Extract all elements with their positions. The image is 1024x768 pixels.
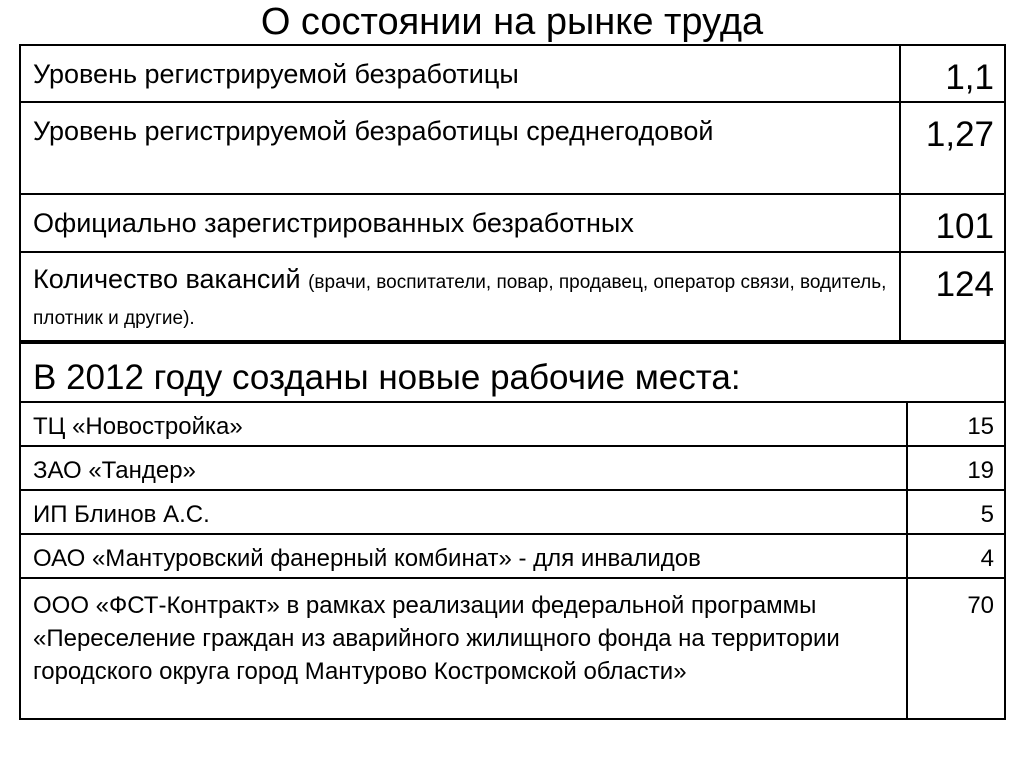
table-row: [20, 446, 1005, 490]
employer-label: ТЦ «Новостройка»: [20, 402, 907, 446]
indicator-label: Уровень регистрируемой безработицы среднегодовой: [20, 102, 900, 194]
indicator-value: 1,27: [900, 102, 1005, 194]
jobs-count: 70: [907, 578, 1005, 719]
indicator-label-cell: [20, 252, 900, 341]
table-row: [20, 45, 1005, 102]
table-row: [20, 194, 1005, 252]
indicator-label: Уровень регистрируемой безработицы: [20, 45, 900, 102]
page-title: О состоянии на рынке труда: [260, 1, 764, 43]
indicator-label: Количество вакансий: [33, 264, 301, 294]
table-row: [20, 578, 1005, 719]
employer-label: ООО «ФСТ-Контракт» в рамках реализации федеральной программы «Переселение граждан из аварийного жилищного фонда на территории городского округа город Мантурово Костромской области»: [20, 578, 907, 719]
employer-label: ОАО «Мантуровский фанерный комбинат» - для инвалидов: [20, 534, 907, 578]
employer-label: ЗАО «Тандер»: [20, 446, 907, 490]
indicator-value: 101: [900, 194, 1005, 252]
new-jobs-table: [19, 342, 1006, 720]
table-row: [20, 490, 1005, 534]
employer-label: ИП Блинов А.С.: [20, 490, 907, 534]
indicator-value: 1,1: [900, 45, 1005, 102]
labor-market-indicators-table: [19, 44, 1006, 342]
table-header-row: [20, 343, 1005, 402]
indicator-label: Официально зарегистрированных безработных: [20, 194, 900, 252]
jobs-count: 19: [907, 446, 1005, 490]
table-row: [20, 402, 1005, 446]
table-row: [20, 252, 1005, 341]
table-row: [20, 534, 1005, 578]
vacancies-note: (врачи, воспитатели, повар, продавец, оператор связи, водитель, плотник и другие).: [33, 272, 887, 329]
jobs-count: 5: [907, 490, 1005, 534]
table-row: [20, 102, 1005, 194]
new-jobs-header: В 2012 году созданы новые рабочие места:: [20, 343, 1005, 402]
indicator-value: 124: [900, 252, 1005, 341]
jobs-count: 15: [907, 402, 1005, 446]
jobs-count: 4: [907, 534, 1005, 578]
